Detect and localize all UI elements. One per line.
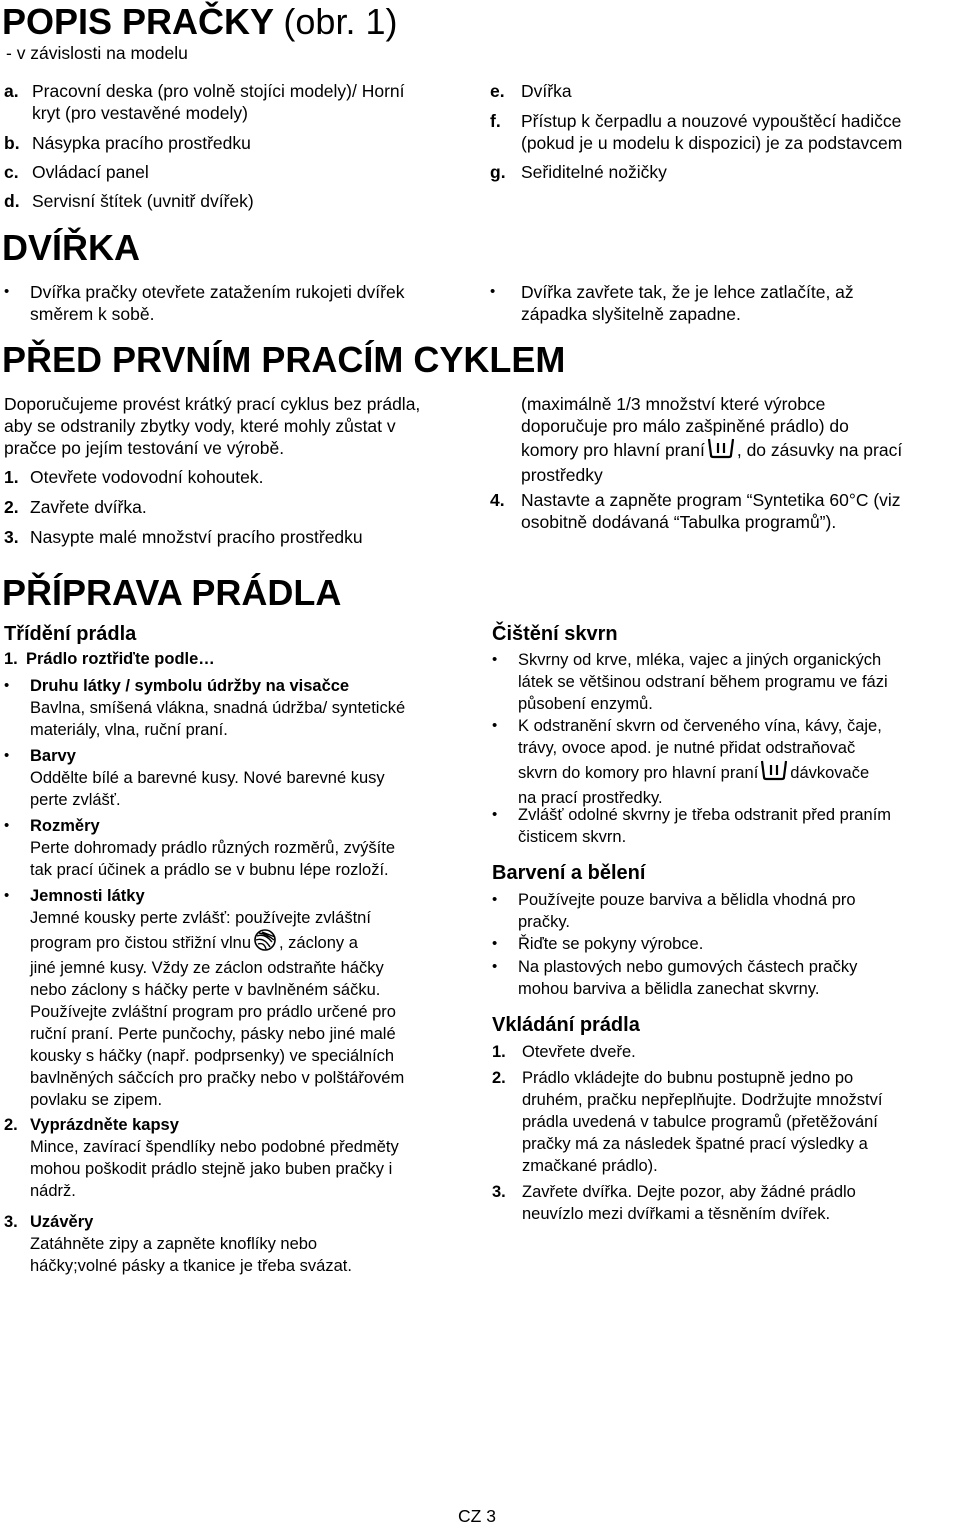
stain-bullet-2: • K odstranění skvrn od červeného vína, kávy, čaje, trávy, ovoce apod. je nutné přidat odstraňovač skvrn do komory pro hlavní praní dávkovače na prací prostředky. <box>492 717 882 807</box>
sort-colors: • Barvy Oddělte bílé a barevné kusy. Nové barevné kusy perte zvlášť. <box>4 747 385 809</box>
desc-item-e: e. Dvířka <box>490 81 572 101</box>
title-main: POPIS PRAČKY <box>2 1 274 42</box>
first-step-2: 2. Zavřete dvířka. <box>4 497 147 517</box>
sort-intro: 1. Prádlo roztřiďte podle… <box>4 650 215 668</box>
stain-bullet-3: • Zvlášť odolné skvrny je třeba odstranit před praním čisticem skvrn. <box>492 806 892 846</box>
desc-item-c: c. Ovládací panel <box>4 162 149 182</box>
first-cycle-heading: PŘED PRVNÍM PRACÍM CYKLEM <box>2 339 566 380</box>
desc-item-b: b. Násypka pracího prostředku <box>4 133 251 153</box>
sort-heading: Třídění prádla <box>4 623 137 645</box>
stain-bullet-1: • Skvrny od krve, mléka, vajec a jiných organických látek se většinou odstraní během programu ve fázi působení enzymů. <box>492 651 888 713</box>
sort-size: • Rozměry Perte dohromady prádlo různých rozměrů, zvýšíte tak prací účinek a prádlo se v bubnu lépe rozloží. <box>4 817 395 879</box>
load-step-1: 1. Otevřete dveře. <box>492 1043 636 1061</box>
load-heading: Vkládání prádla <box>492 1014 640 1036</box>
first-step-3: 3. Nasypte malé množství pracího prostředku <box>4 527 363 547</box>
desc-item-a: a. Pracovní deska (pro volně stojíci modely)/ Horní kryt (pro vestavěné modely) <box>4 81 405 123</box>
desc-item-f: f. Přístup k čerpadlu a nouzové vypouštěcí hadičce (pokud je u modelu k dispozici) je za podstavcem <box>490 111 903 153</box>
main-wash-compartment-icon <box>760 759 788 787</box>
main-wash-compartment-icon <box>707 437 735 464</box>
door-heading: DVÍŘKA <box>2 227 141 268</box>
first-cycle-intro: Doporučujeme provést krátký prací cyklus bez prádla, aby se odstranily zbytky vody, které mohly zůstat v pračce po jejím testování ve výrobě. <box>4 394 421 458</box>
desc-item-g: g. Seřiditelné nožičky <box>490 162 667 182</box>
first-step-4: 4. Nastavte a zapněte program “Syntetika 60°C (viz osobitně dodávaná “Tabulka programů”). <box>490 490 901 532</box>
load-step-3: 3. Zavřete dvířka. Dejte pozor, aby žádné prádlo neuvízlo mezi dvířkami a těsněním dvířek. <box>492 1183 856 1223</box>
title-subtitle: - v závislosti na modelu <box>6 43 188 63</box>
sort-delicates: • Jemnosti látky Jemné kousky perte zvlášť: používejte zvláštní program pro čistou střižní vlnu , záclony a jiné jemné kusy. Vždy ze záclon odstraňte háčky nebo záclony s háčky perte v bavlněném sáčku. Používejte zvláštní program pro prádlo určené pro ruční praní. Perte punčochy, pásky nebo jiné malé kousky s háčky (např. podprsenky) ve speciálních bavlněných sáčcích pro pračky nebo v polštářovém povlaku se zipem. <box>4 887 405 1109</box>
door-open-bullet: • Dvířka pračky otevřete zatažením rukojeti dvířek směrem k sobě. <box>4 282 405 324</box>
title-ref: (obr. 1) <box>283 1 398 42</box>
first-step-3-cont: (maximálně 1/3 množství které výrobce doporučuje pro málo zašpiněné prádlo) do komory pro hlavní praní , do zásuvky na prací prostředky <box>521 394 903 485</box>
first-step-1: 1. Otevřete vodovodní kohoutek. <box>4 467 264 487</box>
prep-heading: PŘÍPRAVA PRÁDLA <box>2 572 342 613</box>
dye-heading: Barvení a bělení <box>492 862 646 884</box>
stain-heading: Čištění skvrn <box>492 623 618 645</box>
sort-pockets: 2. Vyprázdněte kapsy Mince, zavírací špendlíky nebo podobné předměty mohou poškodit prádlo stejně jako buben pračky i nádrž. <box>4 1116 399 1200</box>
dye-bullet-3: • Na plastových nebo gumových částech pračky mohou barviva a bělidla zanechat skvrny. <box>492 958 858 998</box>
load-step-2: 2. Prádlo vkládejte do bubnu postupně jedno po druhém, pračku nepřeplňujte. Dodržujte množství prádla uvedená v tabulce programů (přetěžování pračky má za následek špatné prací výsledky a zmačkané prádlo). <box>492 1069 883 1175</box>
dye-bullet-1: • Používejte pouze barviva a bělidla vhodná pro pračky. <box>492 891 856 931</box>
wool-yarn-icon <box>253 929 277 957</box>
page-title <box>2 2 397 42</box>
sort-fabric: • Druhu látky / symbolu údržby na visačce Bavlna, smíšená vlákna, snadná údržba/ syntetické materiály, vlna, ruční praní. <box>4 677 406 739</box>
page-number: CZ 3 <box>458 1506 496 1526</box>
dye-bullet-2: • Řiďte se pokyny výrobce. <box>492 935 704 953</box>
door-close-bullet: • Dvířka zavřete tak, že je lehce zatlačíte, až západka slyšitelně zapadne. <box>490 282 854 324</box>
desc-item-d: d. Servisní štítek (uvnitř dvířek) <box>4 191 254 211</box>
sort-closures: 3. Uzávěry Zatáhněte zipy a zapněte knoflíky nebo háčky;volné pásky a tkanice je třeba svázat. <box>4 1213 352 1275</box>
